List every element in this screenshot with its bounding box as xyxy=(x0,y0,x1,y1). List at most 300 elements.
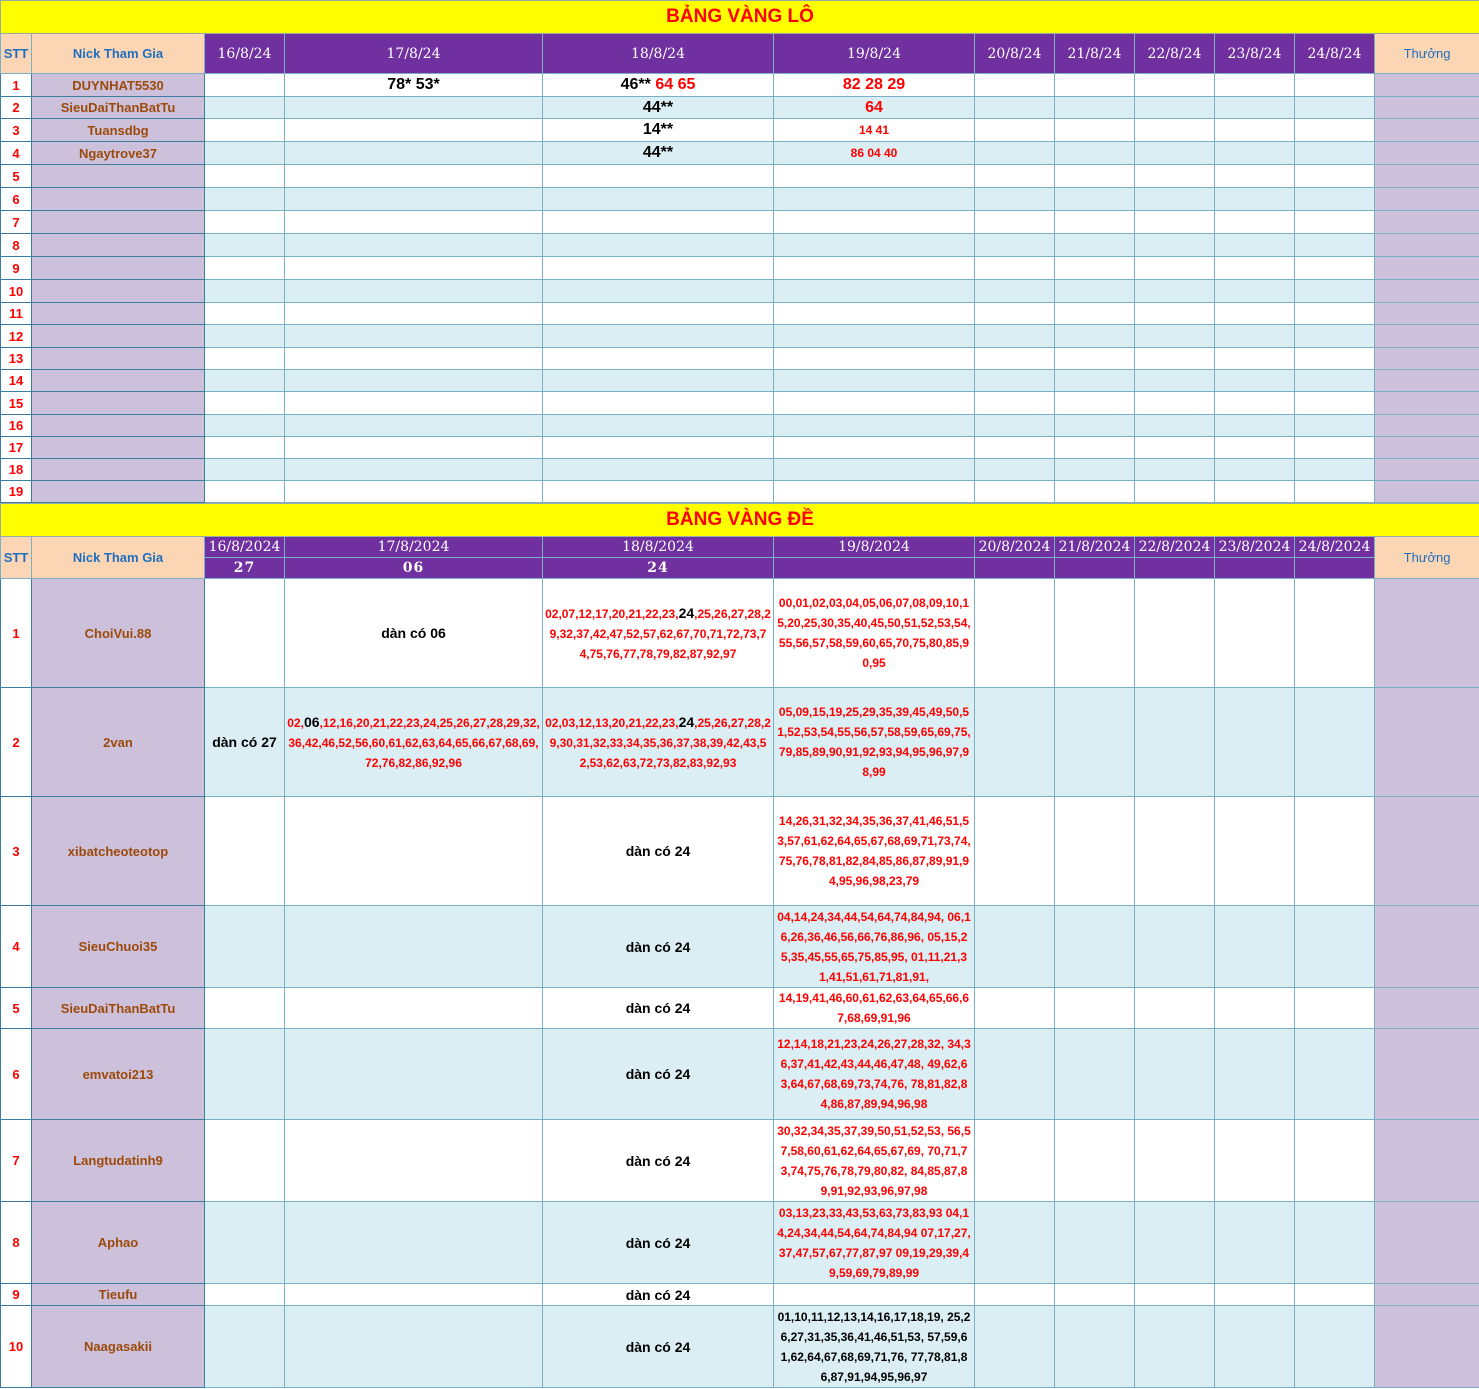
cell-19-8: 00,01,02,03,04,05,06,07,08,09,10,15,20,25,30,35,40,45,50,51,52,53,54,55,56,57,58,59,60,65,70,75,80,85,90,95 xyxy=(774,579,975,688)
cell-18-8: dàn có 24 xyxy=(543,1202,774,1284)
cell-17-8 xyxy=(285,142,543,165)
cell-empty xyxy=(1295,988,1375,1029)
cell-16-8 xyxy=(205,797,285,906)
cell-empty xyxy=(1215,1202,1295,1284)
cell-empty xyxy=(975,906,1055,988)
cell-empty xyxy=(1295,257,1375,280)
cell-17-8 xyxy=(285,165,543,188)
row-nick: emvatoi213 xyxy=(32,1029,205,1120)
cell-empty xyxy=(1135,906,1215,988)
row-nick: Tuansdbg xyxy=(32,119,205,142)
row-stt: 10 xyxy=(1,280,32,303)
cell-empty xyxy=(975,988,1055,1029)
cell-empty xyxy=(1055,303,1135,325)
cell-17-8 xyxy=(285,325,543,348)
cell-empty xyxy=(1055,459,1135,481)
cell-16-8 xyxy=(205,1029,285,1120)
cell-empty xyxy=(1055,688,1135,797)
cell-18-8: dàn có 24 xyxy=(543,797,774,906)
cell-empty xyxy=(1295,97,1375,119)
pick-result: 24 xyxy=(678,604,695,621)
row-bonus xyxy=(1375,415,1479,437)
pick-numbers: 64 65 xyxy=(650,76,696,93)
cell-empty xyxy=(1135,188,1215,211)
cell-empty xyxy=(975,188,1055,211)
cell-empty xyxy=(975,348,1055,370)
cell-empty xyxy=(1055,1306,1135,1388)
lo-row xyxy=(1,459,1479,481)
cell-18-8: dàn có 24 xyxy=(543,1284,774,1306)
de-row xyxy=(1,1029,1479,1120)
cell-19-8: 12,14,18,21,23,24,26,27,28,32, 34,36,37,41,42,43,44,46,47,48, 49,62,63,64,67,68,69,73,74,76, 78,81,82,84,86,87,89,94,96,98 xyxy=(774,1029,975,1120)
row-stt: 9 xyxy=(1,1284,32,1306)
cell-empty xyxy=(1215,348,1295,370)
cell-empty xyxy=(975,1029,1055,1120)
cell-18-8 xyxy=(543,119,774,142)
pick-part: 02, xyxy=(287,715,304,730)
cell-empty xyxy=(1215,481,1295,503)
cell-18-8: dàn có 24 xyxy=(543,1029,774,1120)
cell-empty xyxy=(975,97,1055,119)
cell-19-8: 30,32,34,35,37,39,50,51,52,53, 56,57,58,60,61,62,64,65,67,69, 70,71,73,74,75,76,78,79,80,82, 84,85,87,89,91,92,93,96,97,98 xyxy=(774,1120,975,1202)
cell-empty xyxy=(1055,1120,1135,1202)
lo-header-date: 23/8/24 xyxy=(1215,34,1295,74)
cell-empty xyxy=(1135,257,1215,280)
lo-header-date: 22/8/24 xyxy=(1135,34,1215,74)
row-bonus xyxy=(1375,459,1479,481)
cell-17-8 xyxy=(285,906,543,988)
cell-empty xyxy=(1055,97,1135,119)
cell-empty xyxy=(1135,370,1215,392)
cell-empty xyxy=(1215,797,1295,906)
cell-empty xyxy=(1295,74,1375,97)
de-row xyxy=(1,1306,1479,1388)
cell-16-8 xyxy=(205,234,285,257)
lo-header-date: 20/8/24 xyxy=(975,34,1055,74)
cell-empty xyxy=(1295,1120,1375,1202)
cell-empty xyxy=(1135,97,1215,119)
row-nick xyxy=(32,188,205,211)
cell-17-8 xyxy=(285,188,543,211)
cell-18-8: dàn có 24 xyxy=(543,988,774,1029)
cell-empty xyxy=(1295,906,1375,988)
de-header-date: 24/8/2024 xyxy=(1295,537,1375,558)
cell-17-8 xyxy=(285,459,543,481)
cell-16-8 xyxy=(205,370,285,392)
cell-empty xyxy=(1135,1029,1215,1120)
cell-19-8 xyxy=(774,415,975,437)
cell-16-8 xyxy=(205,325,285,348)
row-nick: ChoiVui.88 xyxy=(32,579,205,688)
cell-empty xyxy=(1055,392,1135,415)
row-bonus xyxy=(1375,119,1479,142)
cell-16-8: dàn có 27 xyxy=(205,688,285,797)
lo-row xyxy=(1,119,1479,142)
row-nick xyxy=(32,459,205,481)
cell-empty xyxy=(1215,1029,1295,1120)
cell-19-8 xyxy=(774,211,975,234)
row-stt: 3 xyxy=(1,797,32,906)
cell-empty xyxy=(1135,415,1215,437)
cell-empty xyxy=(1055,119,1135,142)
lo-header-date: 21/8/24 xyxy=(1055,34,1135,74)
cell-empty xyxy=(1135,579,1215,688)
cell-empty xyxy=(1295,211,1375,234)
cell-16-8 xyxy=(205,119,285,142)
row-stt: 4 xyxy=(1,906,32,988)
pick-highlight: 46** xyxy=(620,76,651,93)
cell-empty xyxy=(1055,165,1135,188)
row-nick xyxy=(32,234,205,257)
de-result: 06 xyxy=(285,558,543,579)
row-stt: 5 xyxy=(1,165,32,188)
cell-empty xyxy=(1135,437,1215,459)
cell-empty xyxy=(1215,415,1295,437)
cell-empty xyxy=(1055,325,1135,348)
cell-empty xyxy=(1295,234,1375,257)
row-nick xyxy=(32,348,205,370)
cell-18-8 xyxy=(543,142,774,165)
cell-19-8 xyxy=(774,303,975,325)
lo-header-stt: STT xyxy=(1,34,32,74)
de-table xyxy=(0,503,1479,1388)
de-row xyxy=(1,1120,1479,1202)
cell-16-8 xyxy=(205,437,285,459)
cell-17-8: 78* 53* xyxy=(285,74,543,97)
cell-empty xyxy=(975,797,1055,906)
lo-row xyxy=(1,437,1479,459)
row-nick xyxy=(32,257,205,280)
row-bonus xyxy=(1375,325,1479,348)
cell-16-8 xyxy=(205,579,285,688)
cell-16-8 xyxy=(205,142,285,165)
cell-16-8 xyxy=(205,74,285,97)
pick-result: 06 xyxy=(303,713,320,730)
cell-empty xyxy=(1135,1120,1215,1202)
pick-highlight: 44** xyxy=(642,98,674,116)
de-row xyxy=(1,906,1479,988)
cell-16-8 xyxy=(205,165,285,188)
cell-16-8 xyxy=(205,988,285,1029)
cell-empty xyxy=(975,234,1055,257)
cell-16-8 xyxy=(205,1306,285,1388)
cell-19-8: 04,14,24,34,44,54,64,74,84,94, 06,16,26,36,46,56,66,76,86,96, 05,15,25,35,45,55,65,75,85,95, 01,11,21,31,41,51,61,71,81,91, xyxy=(774,906,975,988)
row-nick: 2van xyxy=(32,688,205,797)
pick-highlight: 44** xyxy=(642,144,674,161)
de-header-bonus: Thưởng xyxy=(1375,537,1479,579)
cell-18-8: dàn có 24 xyxy=(543,906,774,988)
cell-18-8 xyxy=(543,234,774,257)
row-stt: 7 xyxy=(1,1120,32,1202)
cell-19-8 xyxy=(774,257,975,280)
row-nick xyxy=(32,303,205,325)
cell-empty xyxy=(1055,1284,1135,1306)
row-nick: xibatcheoteotop xyxy=(32,797,205,906)
cell-19-8 xyxy=(774,188,975,211)
cell-empty xyxy=(1135,481,1215,503)
cell-empty xyxy=(1295,797,1375,906)
de-result xyxy=(1055,558,1135,579)
cell-empty xyxy=(1055,437,1135,459)
row-stt: 3 xyxy=(1,119,32,142)
cell-empty xyxy=(1215,1120,1295,1202)
cell-empty xyxy=(1215,97,1295,119)
cell-empty xyxy=(1215,1306,1295,1388)
row-bonus xyxy=(1375,142,1479,165)
row-stt: 13 xyxy=(1,348,32,370)
lo-header-date: 16/8/24 xyxy=(205,34,285,74)
cell-19-8 xyxy=(774,370,975,392)
row-stt: 18 xyxy=(1,459,32,481)
cell-empty xyxy=(1295,1029,1375,1120)
cell-empty xyxy=(1135,142,1215,165)
cell-16-8 xyxy=(205,303,285,325)
row-bonus xyxy=(1375,348,1479,370)
cell-empty xyxy=(1135,1306,1215,1388)
row-bonus xyxy=(1375,188,1479,211)
row-stt: 4 xyxy=(1,142,32,165)
row-nick: Langtudatinh9 xyxy=(32,1120,205,1202)
cell-empty xyxy=(1055,74,1135,97)
lo-row xyxy=(1,280,1479,303)
cell-18-8 xyxy=(543,211,774,234)
cell-empty xyxy=(975,481,1055,503)
cell-empty xyxy=(1295,579,1375,688)
cell-18-8 xyxy=(543,188,774,211)
cell-empty xyxy=(1055,348,1135,370)
cell-17-8: dàn có 06 xyxy=(285,579,543,688)
cell-empty xyxy=(1215,459,1295,481)
row-bonus xyxy=(1375,579,1479,688)
row-stt: 2 xyxy=(1,688,32,797)
cell-16-8 xyxy=(205,188,285,211)
cell-empty xyxy=(1295,303,1375,325)
cell-empty xyxy=(1055,481,1135,503)
cell-empty xyxy=(1135,119,1215,142)
de-row xyxy=(1,797,1479,906)
cell-18-8 xyxy=(543,392,774,415)
cell-empty xyxy=(975,165,1055,188)
de-row xyxy=(1,688,1479,797)
row-stt: 5 xyxy=(1,988,32,1029)
row-nick: Tieufu xyxy=(32,1284,205,1306)
cell-18-8 xyxy=(543,370,774,392)
cell-empty xyxy=(1295,119,1375,142)
lo-row xyxy=(1,415,1479,437)
row-bonus xyxy=(1375,1120,1479,1202)
cell-17-8 xyxy=(285,303,543,325)
cell-empty xyxy=(975,1120,1055,1202)
de-row xyxy=(1,988,1479,1029)
pick-result: 24 xyxy=(678,713,695,730)
cell-18-8 xyxy=(543,257,774,280)
cell-16-8 xyxy=(205,211,285,234)
lo-row xyxy=(1,74,1479,97)
cell-empty xyxy=(1135,234,1215,257)
cell-empty xyxy=(1295,392,1375,415)
row-stt: 12 xyxy=(1,325,32,348)
cell-17-8 xyxy=(285,797,543,906)
lo-row xyxy=(1,234,1479,257)
cell-empty xyxy=(975,437,1055,459)
lo-row xyxy=(1,97,1479,119)
cell-empty xyxy=(975,325,1055,348)
lo-header-bonus: Thưởng xyxy=(1375,34,1479,74)
cell-empty xyxy=(1295,415,1375,437)
cell-17-8 xyxy=(285,119,543,142)
cell-19-8 xyxy=(774,348,975,370)
de-result: 24 xyxy=(543,558,774,579)
row-bonus xyxy=(1375,1029,1479,1120)
de-header-nick: Nick Tham Gia xyxy=(32,537,205,579)
cell-empty xyxy=(1295,348,1375,370)
row-stt: 1 xyxy=(1,579,32,688)
cell-17-8 xyxy=(285,370,543,392)
row-bonus xyxy=(1375,988,1479,1029)
cell-17-8 xyxy=(285,1284,543,1306)
cell-18-8 xyxy=(543,165,774,188)
cell-17-8 xyxy=(285,392,543,415)
de-result xyxy=(1135,558,1215,579)
cell-17-8 xyxy=(285,97,543,119)
lo-row xyxy=(1,370,1479,392)
de-row xyxy=(1,579,1479,688)
cell-empty xyxy=(975,119,1055,142)
lo-header-date: 24/8/24 xyxy=(1295,34,1375,74)
cell-empty xyxy=(1215,392,1295,415)
row-nick: Naagasakii xyxy=(32,1306,205,1388)
de-row xyxy=(1,1284,1479,1306)
cell-empty xyxy=(1135,392,1215,415)
row-bonus xyxy=(1375,234,1479,257)
row-bonus xyxy=(1375,257,1479,280)
row-bonus xyxy=(1375,1284,1479,1306)
cell-empty xyxy=(975,688,1055,797)
pick-part: 02,07,12,17,20,21,22,23, xyxy=(545,606,679,621)
cell-16-8 xyxy=(205,1120,285,1202)
cell-17-8 xyxy=(285,1120,543,1202)
row-stt: 9 xyxy=(1,257,32,280)
cell-empty xyxy=(1055,370,1135,392)
cell-16-8 xyxy=(205,392,285,415)
cell-empty xyxy=(1055,988,1135,1029)
cell-empty xyxy=(975,1202,1055,1284)
cell-19-8 xyxy=(774,280,975,303)
cell-16-8 xyxy=(205,459,285,481)
row-bonus xyxy=(1375,280,1479,303)
cell-empty xyxy=(1055,797,1135,906)
cell-empty xyxy=(1295,370,1375,392)
row-nick xyxy=(32,481,205,503)
cell-empty xyxy=(975,142,1055,165)
row-stt: 8 xyxy=(1,234,32,257)
de-header-date: 23/8/2024 xyxy=(1215,537,1295,558)
cell-empty xyxy=(1215,1284,1295,1306)
cell-empty xyxy=(1055,188,1135,211)
cell-19-8: 14,26,31,32,34,35,36,37,41,46,51,53,57,61,62,64,65,67,68,69,71,73,74,75,76,78,81,82,84,85,86,87,89,91,94,95,96,98,23,79 xyxy=(774,797,975,906)
cell-16-8 xyxy=(205,97,285,119)
cell-empty xyxy=(1055,1202,1135,1284)
row-bonus xyxy=(1375,1306,1479,1388)
de-header-date: 17/8/2024 xyxy=(285,537,543,558)
pick-highlight: 14** xyxy=(642,121,674,138)
cell-empty xyxy=(1295,1284,1375,1306)
cell-empty xyxy=(1215,437,1295,459)
cell-empty xyxy=(1135,325,1215,348)
cell-17-8 xyxy=(285,415,543,437)
cell-empty xyxy=(1215,188,1295,211)
cell-empty xyxy=(1215,303,1295,325)
cell-empty xyxy=(1215,119,1295,142)
cell-empty xyxy=(1055,257,1135,280)
row-nick: Aphao xyxy=(32,1202,205,1284)
row-stt: 6 xyxy=(1,188,32,211)
cell-19-8: 64 xyxy=(774,97,975,119)
cell-empty xyxy=(1135,459,1215,481)
row-nick: SieuChuoi35 xyxy=(32,906,205,988)
cell-empty xyxy=(1135,1284,1215,1306)
cell-18-8 xyxy=(543,303,774,325)
cell-17-8 xyxy=(285,234,543,257)
row-nick: SieuDaiThanBatTu xyxy=(32,97,205,119)
de-title: BẢNG VÀNG ĐỀ xyxy=(1,504,1479,537)
pick-part: ,12,16,20,21,22,23,24,25,26,27,28,29,32,36,42,46,52,56,60,61,62,63,64,65,66,67,68,69,72,76,82,86,92,96 xyxy=(288,715,540,770)
cell-empty xyxy=(1215,325,1295,348)
lo-row xyxy=(1,348,1479,370)
row-nick xyxy=(32,211,205,234)
row-stt: 7 xyxy=(1,211,32,234)
cell-empty xyxy=(1215,280,1295,303)
cell-17-8 xyxy=(285,988,543,1029)
row-bonus xyxy=(1375,688,1479,797)
cell-empty xyxy=(1055,234,1135,257)
cell-empty xyxy=(1055,142,1135,165)
cell-empty xyxy=(1135,280,1215,303)
cell-19-8 xyxy=(774,481,975,503)
cell-empty xyxy=(1055,906,1135,988)
cell-empty xyxy=(1295,688,1375,797)
cell-18-8 xyxy=(543,348,774,370)
row-bonus xyxy=(1375,165,1479,188)
cell-empty xyxy=(1215,257,1295,280)
cell-19-8 xyxy=(774,437,975,459)
row-stt: 11 xyxy=(1,303,32,325)
cell-empty xyxy=(975,459,1055,481)
cell-18-8 xyxy=(543,437,774,459)
cell-16-8 xyxy=(205,257,285,280)
lo-table xyxy=(0,0,1479,503)
cell-17-8 xyxy=(285,348,543,370)
row-stt: 19 xyxy=(1,481,32,503)
de-result xyxy=(1295,558,1375,579)
cell-empty xyxy=(1135,303,1215,325)
row-bonus xyxy=(1375,797,1479,906)
cell-17-8 xyxy=(285,257,543,280)
de-header-date: 18/8/2024 xyxy=(543,537,774,558)
cell-empty xyxy=(1215,142,1295,165)
cell-empty xyxy=(1215,211,1295,234)
cell-18-8 xyxy=(543,459,774,481)
cell-empty xyxy=(1055,415,1135,437)
row-bonus xyxy=(1375,481,1479,503)
cell-empty xyxy=(975,392,1055,415)
row-bonus xyxy=(1375,303,1479,325)
de-header-date: 20/8/2024 xyxy=(975,537,1055,558)
cell-empty xyxy=(1295,325,1375,348)
cell-16-8 xyxy=(205,481,285,503)
cell-empty xyxy=(975,280,1055,303)
cell-17-8 xyxy=(285,688,543,797)
